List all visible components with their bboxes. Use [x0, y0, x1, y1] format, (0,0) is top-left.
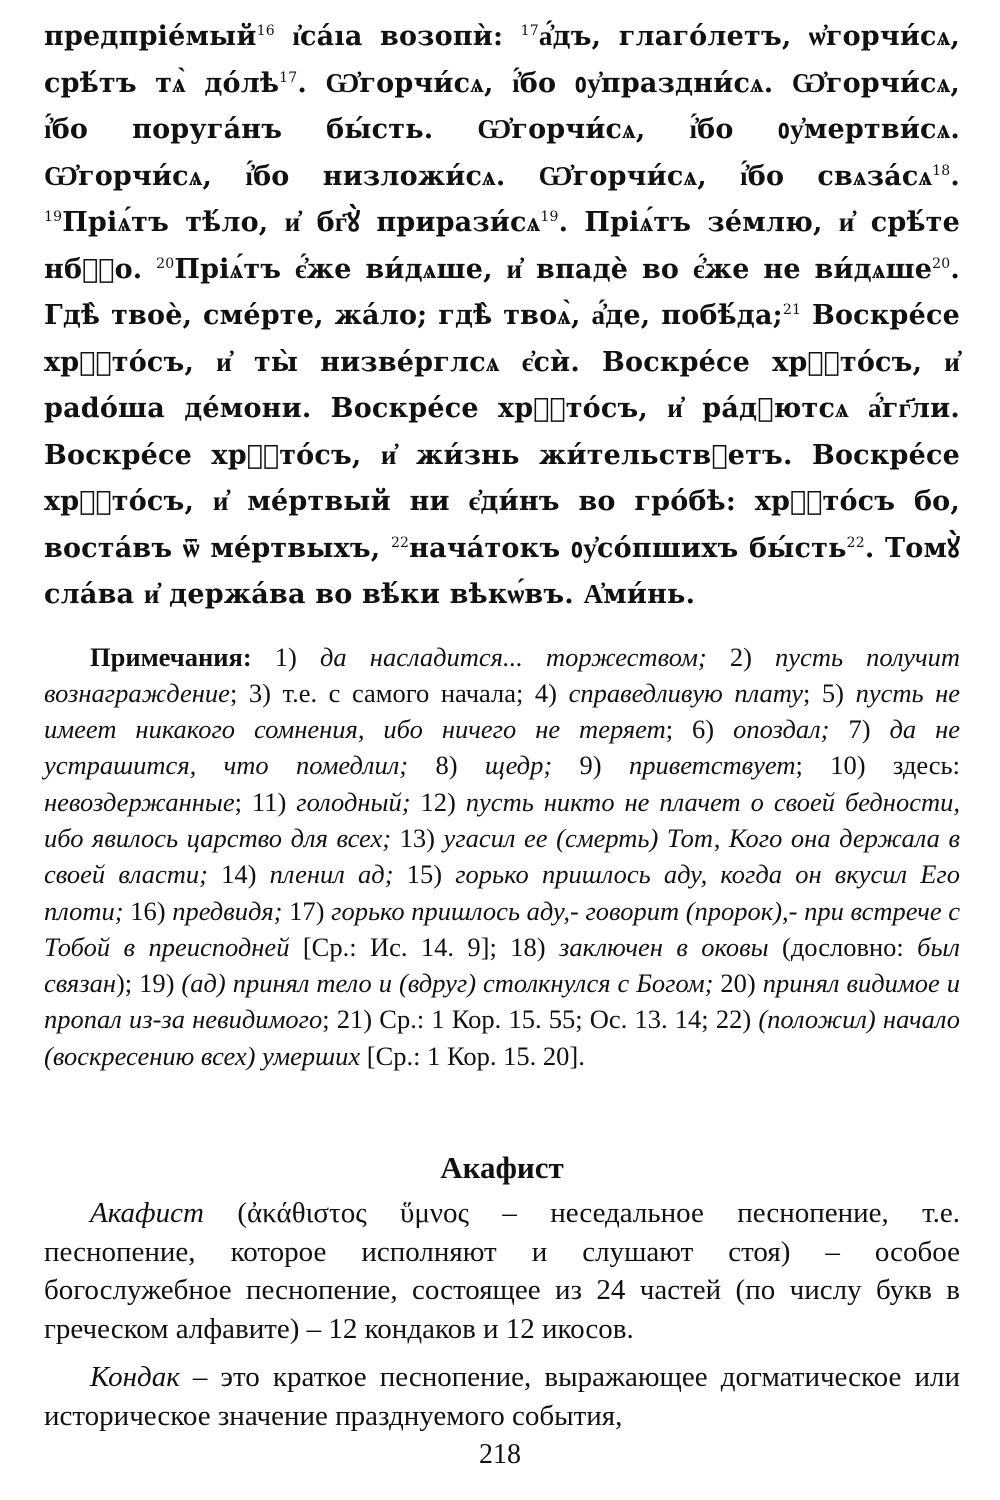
- note-text: справедливую плату: [568, 677, 804, 708]
- akathist-definition: [44, 1194, 960, 1348]
- note-number: ; 3) т.е. с самого начала; 4): [229, 677, 569, 708]
- note-text: опоздал;: [733, 714, 830, 745]
- footnote-ref: 16: [256, 23, 275, 39]
- note-text: был связан: [44, 931, 960, 999]
- footnote-ref: 17: [279, 69, 298, 86]
- slavonic-segment: . Томꙋ̀ сла́ва и҆ держа́ва во вѣ́ки вѣкѡ́въ. А҆ми́нь.: [44, 532, 960, 610]
- footnote-ref: 22: [390, 534, 410, 551]
- note-number: ; 21) Ср.: 1 Кор. 15. 55; Ос. 13. 14; 22): [322, 1004, 759, 1035]
- note-text: горько пришлось аду, когда он вкусил Его плоти;: [44, 859, 960, 926]
- definition-text: (ἀκάθιστος ὕμνος – неседальное песнопение, т.е. песнопение, которое исполняют и слушают стоя) – особое богослужебное песнопение, состоящее из 24 частей (по числу букв в греческом алфавите) – 12 кондаков и 12 икосов.: [44, 1197, 960, 1345]
- notes-paragraph: [44, 639, 960, 1075]
- note-number: 9): [552, 750, 629, 781]
- definition-text: – это краткое песнопение, выражающее догматическое или историческое значение празднуемого события,: [44, 1361, 960, 1432]
- section-title: Акафист: [440, 1150, 564, 1186]
- term: Акафист: [90, 1197, 204, 1230]
- note-number: 14): [207, 859, 270, 890]
- note-text: пусть получит вознаграждение: [44, 641, 960, 708]
- note-number: (дословно:: [768, 931, 918, 962]
- note-number: 20): [713, 968, 763, 999]
- note-text: невоздержанные: [44, 786, 235, 817]
- slavonic-segment: . Пріѧ́тъ зе́млю, и҆ срѣ́те нбⷭ҇о.: [44, 207, 960, 285]
- note-number: ; 6): [665, 714, 734, 745]
- note-number: ; 11): [234, 786, 297, 817]
- note-number: ; 5): [803, 677, 856, 708]
- note-text: пусть не имеет никакого сомнения, ибо ничего не теряет: [44, 677, 960, 745]
- slavonic-segment: Пріѧ́тъ тѣ́ло, и҆ бг҃ꙋ̀ прирази́сѧ: [62, 207, 541, 238]
- note-text: приветствует: [628, 750, 796, 781]
- slavonic-segment: нача́токъ ᲂу҆со́пшихъ бы́сть: [409, 532, 847, 564]
- note-number: 1): [251, 641, 321, 672]
- note-text: предвидя;: [172, 895, 283, 926]
- footnote-ref: 20: [156, 255, 175, 272]
- page-number: 218: [479, 1439, 521, 1470]
- church-slavonic-text: [44, 14, 960, 619]
- note-text: пусть никто не плачет о своей бедности, ибо явилось царство для всех;: [44, 786, 960, 853]
- footnote-ref: 19: [44, 209, 63, 225]
- slavonic-segment: ı҆са́ıа возопѝ:: [274, 21, 521, 52]
- note-number: 8): [408, 750, 485, 781]
- kontakion-definition: [44, 1358, 960, 1435]
- note-number: [Ср.: 1 Кор. 15. 20].: [360, 1040, 585, 1071]
- slavonic-segment: . Гдѣ̀ твоѐ, сме́рте, жа́ло; гдѣ̀ твоѧ̀, а҆́де, побѣ́да;: [44, 253, 960, 331]
- slavonic-segment: Воскре́се хрⷭ҇то́съ, и҆ ты̀ низве́рглсѧ є҆сѝ. Воскре́се хрⷭ҇то́съ, и҆ padо́ша де́мони. Воскре́се хрⷭ҇то́съ, и҆ ра́дꙋютсѧ а҆́гг҃ли. Воскре́се хрⷭ҇то́съ, и҆ жи́знь жи́тельствꙋетъ. Воскре́се хрⷭ҇то́съ, и҆ ме́ртвый ни є҆ди́нъ во гро́бѣ: хрⷭ҇то́съ бо, воста́въ ѿ ме́ртвыхъ,: [44, 300, 960, 564]
- note-number: 15): [393, 859, 456, 890]
- term: Кондак: [90, 1361, 180, 1394]
- book-page: [44, 14, 960, 1435]
- note-number: ); 19): [115, 968, 182, 999]
- note-text: горько пришлось аду,- говорит (пророк),- при встрече с Тобой в преисподней: [44, 895, 961, 962]
- footnote-ref: 21: [782, 302, 802, 318]
- note-text: щедр;: [484, 750, 553, 781]
- footnote-ref: 20: [932, 255, 951, 272]
- footnote-ref: 18: [932, 162, 951, 179]
- note-text: заключен в оковы: [559, 931, 769, 962]
- slavonic-segment: а҆́дъ, глаго́летъ, ѡ҆горчи́сѧ, срѣ́тъ тѧ̀ до́лѣ: [44, 21, 960, 99]
- slavonic-segment: Пріѧ́тъ є҆́же ви́дѧше, и҆ впадѐ во є҆́же не ви́дѧше: [174, 253, 933, 285]
- note-text: да не устрашится, что помедлил;: [44, 714, 961, 781]
- footnote-ref: 19: [540, 209, 559, 225]
- notes-label: Примечания:: [90, 641, 252, 672]
- note-number: ; 10) здесь:: [795, 750, 960, 781]
- note-text: голодный;: [296, 786, 411, 817]
- note-text: угасил ее (смерть) Тот, Кого она держала в своей власти;: [44, 822, 960, 890]
- slavonic-segment: . Ѡ҆горчи́сѧ, ı҆́бо ᲂу҆праздни́сѧ. Ѡ҆горчи́сѧ, ı҆́бо поруга́нъ бы́сть. Ѡ҆горчи́сѧ, ı҆́бо ᲂу҆мертви́сѧ. Ѡ҆горчи́сѧ, ı҆́бо низложи́сѧ. Ѡ҆горчи́сѧ, ı҆́бо свѧза́сѧ: [44, 67, 960, 192]
- note-number: 2): [706, 641, 776, 672]
- note-text: пленил ад;: [269, 859, 394, 890]
- note-text: (ад) принял тело и (вдруг) столкнулся с Богом;: [181, 968, 714, 999]
- note-number: 17): [282, 895, 332, 926]
- note-text: принял видимое и пропал из-за невидимого: [44, 968, 960, 1035]
- note-number: [Ср.: Ис. 14. 9]; 18): [289, 931, 559, 962]
- slavonic-segment: предпріе́мый: [44, 21, 257, 52]
- footnote-ref: 17: [520, 23, 539, 39]
- note-number: 13): [391, 822, 444, 853]
- note-text: (положил) начало (воскресению всех) умерших: [44, 1004, 961, 1071]
- slavonic-segment: .: [950, 160, 960, 192]
- note-text: да насладится... торжеством;: [320, 641, 707, 672]
- note-number: 16): [123, 895, 173, 926]
- footnote-ref: 22: [846, 534, 865, 551]
- note-number: 12): [410, 786, 466, 817]
- note-number: 7): [829, 714, 890, 745]
